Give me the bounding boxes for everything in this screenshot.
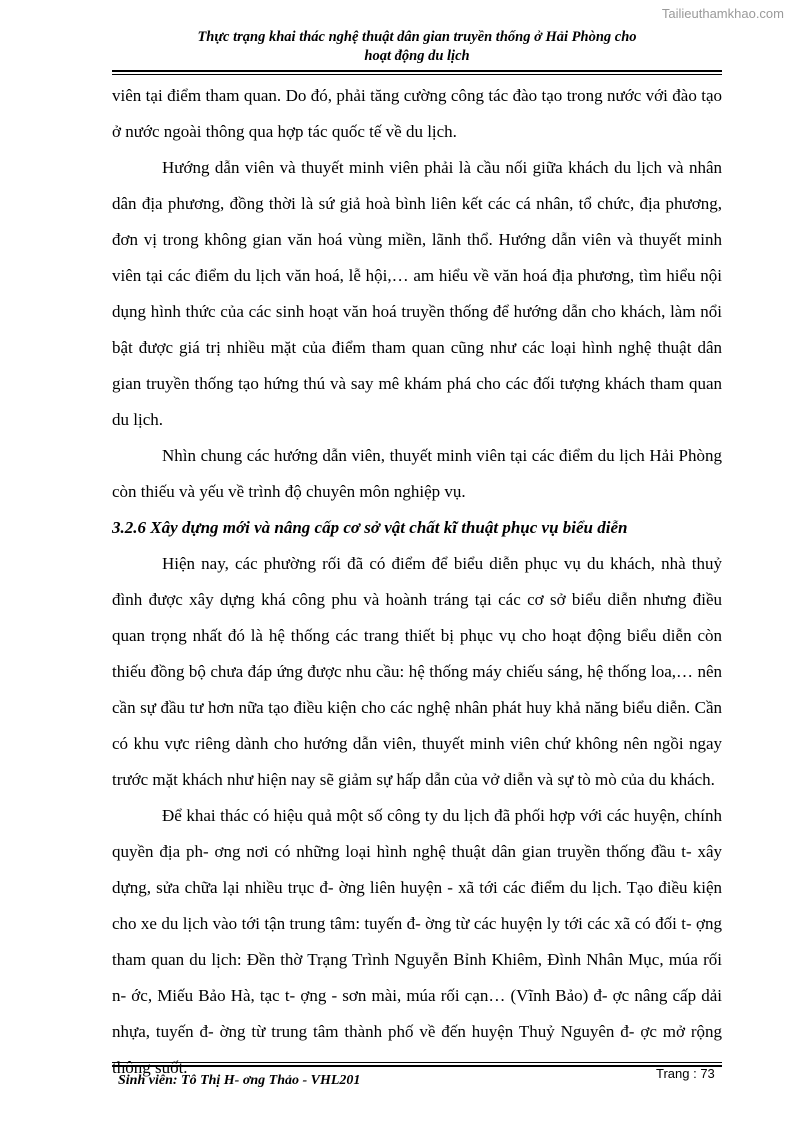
page-header	[112, 28, 722, 66]
header-title-line-1: Thực trạng khai thác nghệ thuật dân gian truyền thống ở Hải Phòng cho	[197, 29, 637, 45]
paragraph-1: viên tại điểm tham quan. Do đó, phải tăng cường công tác đào tạo trong nước với đào tạo ở nước ngoài thông qua hợp tác quốc tế về du lịch.	[112, 86, 722, 141]
paragraph-3: Nhìn chung các hướng dẫn viên, thuyết minh viên tại các điểm du lịch Hải Phòng còn thiếu và yếu về trình độ chuyên môn nghiệp vụ.	[112, 446, 722, 501]
footer-rule	[112, 1062, 722, 1067]
paragraph-5: Để khai thác có hiệu quả một số công ty du lịch đã phối hợp với các huyện, chính quyền địa ph- ơng nơi có những loại hình nghệ thuật dân gian truyền thống đầu t- xây dựng, sửa chữa lại nhiều trục đ- ờng liên huyện - xã tới các điểm du lịch. Tạo điều kiện cho xe du lịch vào tới tận trung tâm: tuyến đ- ờng từ các huyện ly tới các xã có đối t- ợng tham quan du lịch: Đền thờ Trạng Trình Nguyễn Bỉnh Khiêm, Đình Nhân Mục, múa rối n- ớc, Miếu Bảo Hà, tạc t- ợng - sơn mài, múa rối cạn… (Vĩnh Bảo) đ- ợc nâng cấp dải nhựa, tuyến đ- ờng từ trung tâm thành phố về đến huyện Thuỷ Nguyên đ- ợc mở rộng thông suốt.	[112, 806, 722, 1077]
header-title-line-2: hoạt động du lịch	[364, 48, 470, 64]
document-body	[112, 78, 722, 1086]
paragraph-4: Hiện nay, các phường rối đã có điểm để biểu diễn phục vụ du khách, nhà thuỷ đình được xây dựng khá công phu và hoành tráng tại các cơ sở biểu diễn nhưng điều quan trọng nhất đó là hệ thống các trang thiết bị phục vụ cho hoạt động biểu diễn còn thiếu đồng bộ chưa đáp ứng được nhu cầu: hệ thống máy chiếu sáng, hệ thống loa,… nên cần sự đầu tư hơn nữa tạo điều kiện cho các nghệ nhân phát huy khả năng biểu diễn. Cần có khu vực riêng dành cho hướng dẫn viên, thuyết minh viên chứ không nên ngồi ngay trước mặt khách như hiện nay sẽ giảm sự hấp dẫn của vở diễn và sự tò mò của du khách.	[112, 554, 722, 789]
watermark: Tailieuthamkhao.com	[661, 6, 784, 21]
section-heading: 3.2.6 Xây dựng mới và nâng cấp cơ sở vật chất kĩ thuật phục vụ biểu diễn	[112, 518, 628, 537]
page-number: Trang : 73	[656, 1066, 715, 1081]
paragraph-2: Hướng dẫn viên và thuyết minh viên phải là cầu nối giữa khách du lịch và nhân dân địa phương, đồng thời là sứ giả hoà bình liên kết các cá nhân, tổ chức, địa phương, đơn vị trong không gian văn hoá vùng miền, lãnh thổ. Hướng dẫn viên và thuyết minh viên tại các điểm du lịch văn hoá, lễ hội,… am hiểu về văn hoá địa phương, tìm hiểu nội dụng hình thức của các sinh hoạt văn hoá truyền thống để hướng dẫn cho khách, làm nổi bật được giá trị nhiều mặt của điểm tham quan cũng như các loại hình nghệ thuật dân gian truyền thống tạo hứng thú và say mê khám phá cho các đối tượng khách tham quan du lịch.	[112, 158, 722, 429]
footer-author: Sinh viên: Tô Thị H- ơng Thảo - VHL201	[118, 1073, 361, 1088]
header-rule	[112, 70, 722, 75]
